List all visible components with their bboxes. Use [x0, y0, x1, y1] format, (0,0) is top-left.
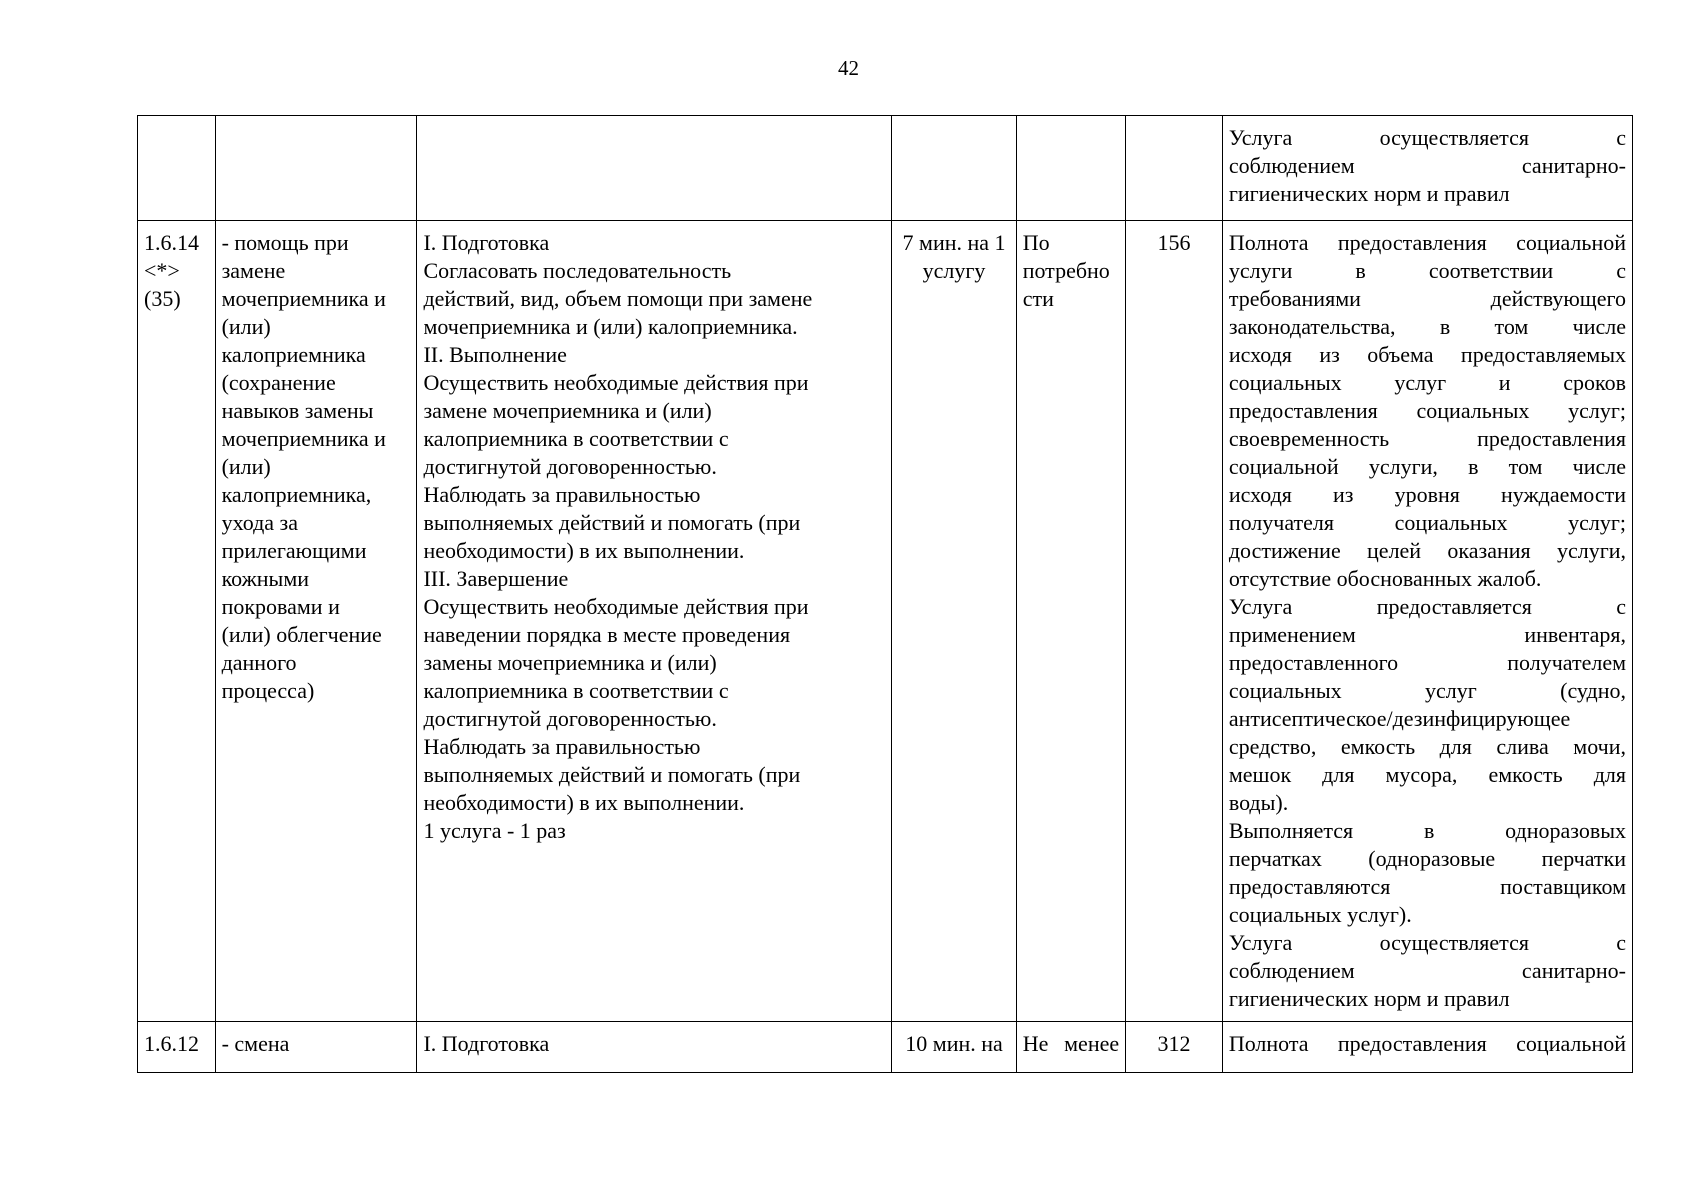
- cell-line: мочеприемника и (или) калоприемника.: [423, 314, 798, 339]
- cell-line: Наблюдать за правильностью: [423, 734, 701, 759]
- cell-line: 156: [1157, 230, 1191, 255]
- table-row: [138, 116, 1633, 221]
- cell-line: калоприемника в соответствии с: [423, 426, 729, 451]
- cell-line: Наблюдать за правильностью: [423, 482, 701, 507]
- cell-line: услугу: [922, 258, 986, 283]
- cell-line: гигиенических норм и правил: [1228, 181, 1510, 206]
- cell-line: предоставляются поставщиком: [1228, 874, 1626, 899]
- service-description-cell: [417, 221, 892, 1022]
- table-row: [138, 1022, 1633, 1073]
- cell-line: Согласовать последовательность: [423, 258, 732, 283]
- cell-line: законодательства, в том числе: [1228, 314, 1626, 339]
- cell-line: предоставленного получателем: [1228, 650, 1626, 675]
- service-name-cell: [215, 221, 417, 1022]
- services-table: [137, 115, 1633, 1073]
- service-time-cell: [892, 221, 1016, 1022]
- cell-line: предоставления социальных услуг;: [1228, 398, 1626, 423]
- cell-line: калоприемника: [221, 342, 366, 367]
- service-name-cell: [215, 1022, 417, 1073]
- cell-line: социальной услуги, в том числе: [1228, 454, 1626, 479]
- cell-line: достигнутой договоренностью.: [423, 454, 717, 479]
- service-code-cell: [138, 116, 216, 221]
- cell-line: - помощь при: [221, 230, 349, 255]
- cell-line: Не менее: [1022, 1031, 1120, 1056]
- service-code-cell: [138, 1022, 216, 1073]
- cell-line: сти: [1022, 286, 1054, 311]
- cell-line: мочеприемника и: [221, 286, 386, 311]
- service-quality-cell: [1222, 116, 1632, 221]
- cell-line: необходимости) в их выполнении.: [423, 538, 745, 563]
- cell-line: замены мочеприемника и (или): [423, 650, 717, 675]
- cell-line: воды).: [1228, 790, 1289, 815]
- cell-line: гигиенических норм и правил: [1228, 986, 1510, 1011]
- cell-line: соблюдением санитарно-: [1228, 153, 1626, 178]
- cell-line: получателя социальных услуг;: [1228, 510, 1626, 535]
- cell-line: калоприемника,: [221, 482, 372, 507]
- service-count-cell: [1126, 1022, 1223, 1073]
- cell-line: наведении порядка в месте проведения: [423, 622, 791, 647]
- cell-line: (сохранение: [221, 370, 336, 395]
- service-frequency-cell: [1016, 221, 1125, 1022]
- cell-line: данного: [221, 650, 297, 675]
- cell-line: исходя из объема предоставляемых: [1228, 342, 1626, 367]
- cell-line: <*>: [144, 258, 180, 283]
- cell-line: кожными: [221, 566, 310, 591]
- cell-line: (или): [221, 454, 271, 479]
- cell-line: выполняемых действий и помогать (при: [423, 762, 801, 787]
- service-time-cell: [892, 1022, 1016, 1073]
- service-count-cell: [1126, 116, 1223, 221]
- cell-line: Услуга осуществляется с: [1228, 930, 1626, 955]
- cell-line: 1.6.12: [144, 1031, 199, 1056]
- cell-line: своевременность предоставления: [1228, 426, 1626, 451]
- cell-line: 1 услуга - 1 раз: [423, 818, 566, 843]
- cell-line: прилегающими: [221, 538, 367, 563]
- cell-line: замене: [221, 258, 286, 283]
- cell-line: (или): [221, 314, 271, 339]
- cell-line: 7 мин. на 1: [902, 230, 1006, 255]
- cell-line: социальных услуг (судно,: [1228, 678, 1626, 703]
- service-count-cell: [1126, 221, 1223, 1022]
- cell-line: Полнота предоставления социальной: [1228, 1031, 1626, 1056]
- cell-line: 312: [1157, 1031, 1191, 1056]
- cell-line: выполняемых действий и помогать (при: [423, 510, 801, 535]
- cell-line: соблюдением санитарно-: [1228, 958, 1626, 983]
- service-quality-cell: [1222, 221, 1632, 1022]
- cell-line: Полнота предоставления социальной: [1228, 230, 1626, 255]
- service-code-cell: [138, 221, 216, 1022]
- cell-line: применением инвентаря,: [1228, 622, 1626, 647]
- cell-line: отсутствие обоснованных жалоб.: [1228, 566, 1542, 591]
- cell-line: II. Выполнение: [423, 342, 567, 367]
- cell-line: мочеприемника и: [221, 426, 386, 451]
- service-quality-cell: [1222, 1022, 1632, 1073]
- cell-line: необходимости) в их выполнении.: [423, 790, 745, 815]
- cell-line: I. Подготовка: [423, 1031, 550, 1056]
- cell-line: 10 мин. на: [905, 1031, 1003, 1056]
- cell-line: достижение целей оказания услуги,: [1228, 538, 1626, 563]
- cell-line: (или) облегчение: [221, 622, 382, 647]
- cell-line: достигнутой договоренностью.: [423, 706, 717, 731]
- service-frequency-cell: [1016, 116, 1125, 221]
- cell-line: социальных услуг и сроков: [1228, 370, 1626, 395]
- cell-line: Услуга предоставляется с: [1228, 594, 1626, 619]
- cell-line: ухода за: [221, 510, 299, 535]
- cell-line: перчатках (одноразовые перчатки: [1228, 846, 1626, 871]
- cell-line: антисептическое/дезинфицирующее: [1228, 706, 1571, 731]
- cell-line: Осуществить необходимые действия при: [423, 594, 809, 619]
- cell-line: социальных услуг).: [1228, 902, 1412, 927]
- cell-line: - смена: [221, 1031, 290, 1056]
- table-row: [138, 221, 1633, 1022]
- cell-line: Выполняется в одноразовых: [1228, 818, 1626, 843]
- cell-line: покровами и: [221, 594, 340, 619]
- cell-line: процесса): [221, 678, 315, 703]
- cell-line: мешок для мусора, емкость для: [1228, 762, 1626, 787]
- cell-line: Осуществить необходимые действия при: [423, 370, 809, 395]
- cell-line: исходя из уровня нуждаемости: [1228, 482, 1626, 507]
- service-description-cell: [417, 1022, 892, 1073]
- service-frequency-cell: [1016, 1022, 1125, 1073]
- service-description-cell: [417, 116, 892, 221]
- cell-line: потребно: [1022, 258, 1110, 283]
- cell-line: По: [1022, 230, 1050, 255]
- cell-line: требованиями действующего: [1228, 286, 1626, 311]
- cell-line: навыков замены: [221, 398, 374, 423]
- cell-line: действий, вид, объем помощи при замене: [423, 286, 813, 311]
- service-name-cell: [215, 116, 417, 221]
- cell-line: средство, емкость для слива мочи,: [1228, 734, 1626, 759]
- cell-line: замене мочеприемника и (или): [423, 398, 712, 423]
- cell-line: III. Завершение: [423, 566, 569, 591]
- cell-line: услуги в соответствии с: [1228, 258, 1626, 283]
- page-number: 42: [838, 56, 859, 80]
- cell-line: (35): [144, 286, 181, 311]
- service-time-cell: [892, 116, 1016, 221]
- cell-line: калоприемника в соответствии с: [423, 678, 729, 703]
- cell-line: I. Подготовка: [423, 230, 550, 255]
- cell-line: Услуга осуществляется с: [1228, 125, 1626, 150]
- table-body: [138, 116, 1633, 1073]
- cell-line: 1.6.14: [144, 230, 199, 255]
